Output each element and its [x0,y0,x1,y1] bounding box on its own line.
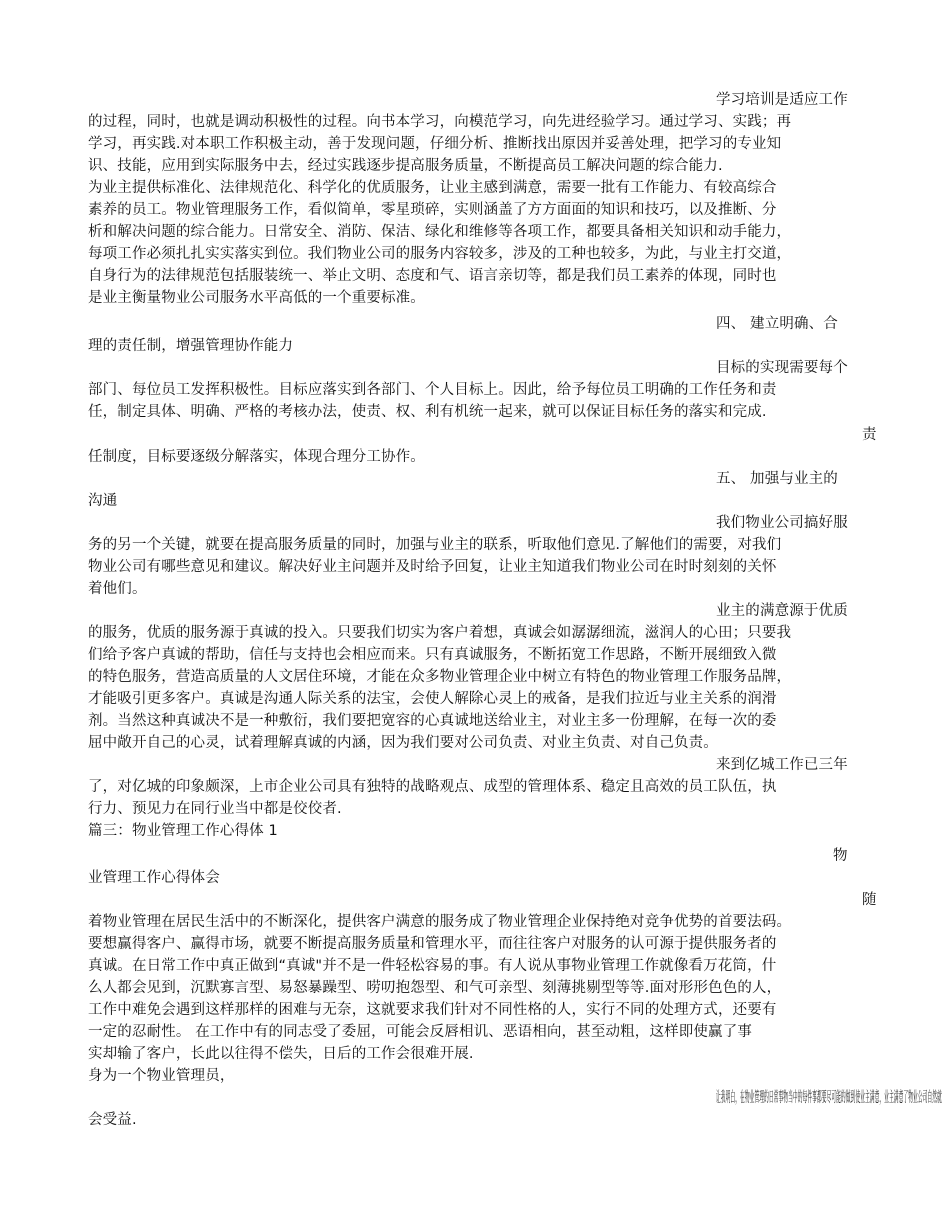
text-line: 责 [862,427,877,443]
text-line: 任，制定具体、明确、严格的考核办法，使责、权、利有机统一起来，就可以保证目标任务的落实和完成. [88,404,767,420]
text-line: 真诚。在日常工作中真正做到“真诚"并不是一件轻松容易的事。有人说从事物业管理工作就像看万花筒，什 [88,958,777,974]
text-line: 么人都会见到，沉默寡言型、易怒暴躁型、唠叨抱怨型、和气可亲型、刻薄挑剔型等等.面对形形色色的人， [88,980,782,996]
text-line: 是业主衡量物业公司服务水平高低的一个重要标准。 [88,290,425,306]
text-line: 的服务，优质的服务源于真诚的投入。只要我们切实为客户着想，真诚会如潺潺细流，滋润人的心田；只要我 [88,625,792,641]
text-line: 随 [862,892,877,908]
text-line: 一定的忍耐性。 在工作中有的同志受了委屈，可能会反唇相讥、恶语相向，甚至动粗，这样即使赢了事 [88,1024,753,1040]
text-line: 识、技能，应用到实际服务中去，经过实践逐步提高服务质量，不断提高员工解决问题的综合能力. [88,158,723,174]
text-line: 目标的实现需要每个 [716,360,848,376]
text-line: 工作中难免会遇到这样那样的困难与无奈，这就要求我们针对不同性格的人，实行不同的处理方式，还要有 [88,1002,777,1018]
text-line: 为业主提供标准化、法律规范化、科学化的优质服务，让业主感到满意，需要一批有工作能力、有较高综合 [88,180,777,196]
section-heading: 五、 加强与业主的 [716,471,838,487]
text-line: 物 [833,848,848,864]
text-line: 剂。当然这种真诚决不是一种敷衍，我们要把宽容的心真诚地送给业主，对业主多一份理解，在每一次的委 [88,713,777,729]
text-line: 了，对亿城的印象颇深，上市企业公司具有独特的战略观点、成型的管理体系、稳定且高效的员工队伍，执 [88,779,777,795]
text-line: 才能吸引更多客户。真诚是沟通人际关系的法宝，会使人解除心灵上的戒备，是我们拉近与业主关系的润滑 [88,691,777,707]
text-line: 学习，再实践.对本职工作积极主动，善于发现问题，仔细分析、推断找出原因并妥善处理，把学习的专业知 [88,136,782,152]
text-line: 会受益. [88,1112,137,1128]
text-line: 素养的员工。物业管理服务工作，看似简单，零星琐碎，实则涵盖了方方面面的知识和技巧，以及推断、分 [88,202,777,218]
text-line: 析和解决问题的综合能力。日常安全、消防、保洁、绿化和维修等各项工作，都要具备相关知识和动手能力， [88,224,792,240]
text-line: 部门、每位员工发挥积极性。目标应落实到各部门、个人目标上。因此，给予每位员工明确的工作任务和责 [88,382,777,398]
text-line: 业主的满意源于优质 [716,603,848,619]
text-line: 的特色服务，营造高质量的人文居住环境，才能在众多物业管理企业中树立有特色的物业管理工作服务品牌， [88,669,792,685]
section-title: 篇三：物业管理工作心得体 1 [88,823,278,839]
text-line: 身为一个物业管理员， [88,1068,235,1084]
text-line: 来到亿城工作已三年 [716,757,848,773]
text-line: 着物业管理在居民生活中的不断深化，提供客户满意的服务成了物业管理企业保持绝对竞争优势的首要法码。 [88,914,792,930]
text-line: 的过程，同时，也就是调动积极性的过程。向书本学习，向模范学习，向先进经验学习。通过学习、实践；再 [88,114,792,130]
text-line: 们给予客户真诚的帮助，信任与支持也会相应而来。只有真诚服务，不断拓宽工作思路，不断开展细致入微 [88,647,777,663]
text-line: 务的另一个关键，就要在提高服务质量的同时，加强与业主的联系，听取他们意见.了解他们的需要，对我们 [88,537,782,553]
text-line: 自身行为的法律规范包括服装统一、举止文明、态度和气、语言亲切等，都是我们员工素养的体现，同时也 [88,268,777,284]
text-line: 要想赢得客户、赢得市场，就要不断提高服务质量和管理水平，而往往客户对服务的认可源于提供服务者的 [88,936,777,952]
text-line: 屈中敞开自己的心灵，试着理解真诚的内涵，因为我们要对公司负责、对业主负责、对自己负责。 [88,735,718,751]
text-line: 我们物业公司搞好服 [716,515,848,531]
section-heading: 沟通 [88,493,118,509]
text-line: 行力、预见力在同行业当中都是佼佼者. [88,801,342,817]
text-line: 物业公司有哪些意见和建议。解决好业主问题并及时给予回复，让业主知道我们物业公司在时时刻刻的关怀 [88,559,777,575]
text-line: 每项工作必须扎扎实实落实到位。我们物业公司的服务内容较多，涉及的工种也较多，为此，与业主打交道， [88,246,792,262]
section-heading: 四、 建立明确、合 [716,316,838,332]
text-line: 任制度，目标要逐级分解落实，体现合理分工协作。 [88,449,425,465]
document-title: 业管理工作心得体会 [88,870,220,886]
text-line: 着他们。 [88,581,147,597]
text-line: 实却输了客户，长此以往得不偿失，日后的工作会很难开展. [88,1046,474,1062]
text-line: 让我明白，在物业管理的日常事物当中的每件事都要尽可能的做到使业主满意，业主满意了物业公司自然就 [716,1090,942,1106]
section-heading: 理的责任制，增强管理协作能力 [88,338,294,354]
text-line: 学习培训是适应工作 [716,92,848,108]
